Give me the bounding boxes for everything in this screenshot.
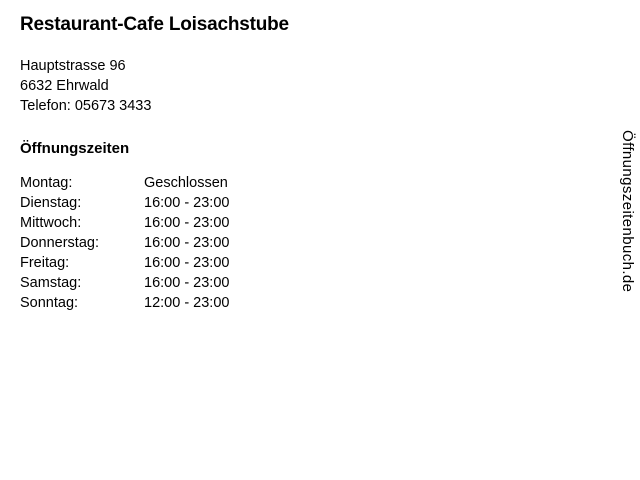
table-row	[20, 193, 344, 213]
hours-value: 16:00 - 23:00	[144, 255, 230, 271]
day-label: Mittwoch:	[20, 215, 82, 231]
hours-value: Geschlossen	[144, 175, 228, 191]
day-label: Dienstag:	[20, 195, 82, 211]
table-row	[20, 233, 344, 253]
address-street: Hauptstrasse 96	[20, 58, 126, 74]
hours-value: 16:00 - 23:00	[144, 195, 230, 211]
table-row	[20, 173, 344, 193]
address-block	[20, 56, 580, 116]
hours-value: 16:00 - 23:00	[144, 235, 230, 251]
day-label: Sonntag:	[20, 295, 79, 311]
table-row	[20, 273, 344, 293]
hours-value: 16:00 - 23:00	[144, 215, 230, 231]
page-title: Restaurant-Cafe Loisachstube	[20, 14, 289, 35]
opening-hours-heading: Öffnungszeiten	[20, 140, 130, 157]
day-label: Montag:	[20, 175, 73, 191]
table-row	[20, 213, 344, 233]
watermark-label: Öffnungszeitenbuch.de	[619, 130, 636, 293]
hours-value: 12:00 - 23:00	[144, 295, 230, 311]
table-row	[20, 253, 344, 273]
table-row	[20, 293, 344, 313]
document-body	[20, 0, 580, 313]
phone-number: Telefon: 05673 3433	[20, 98, 152, 114]
opening-hours-table	[20, 173, 344, 313]
day-label: Freitag:	[20, 255, 70, 271]
address-city: 6632 Ehrwald	[20, 78, 109, 94]
day-label: Donnerstag:	[20, 235, 99, 251]
hours-value: 16:00 - 23:00	[144, 275, 230, 291]
day-label: Samstag:	[20, 275, 82, 291]
